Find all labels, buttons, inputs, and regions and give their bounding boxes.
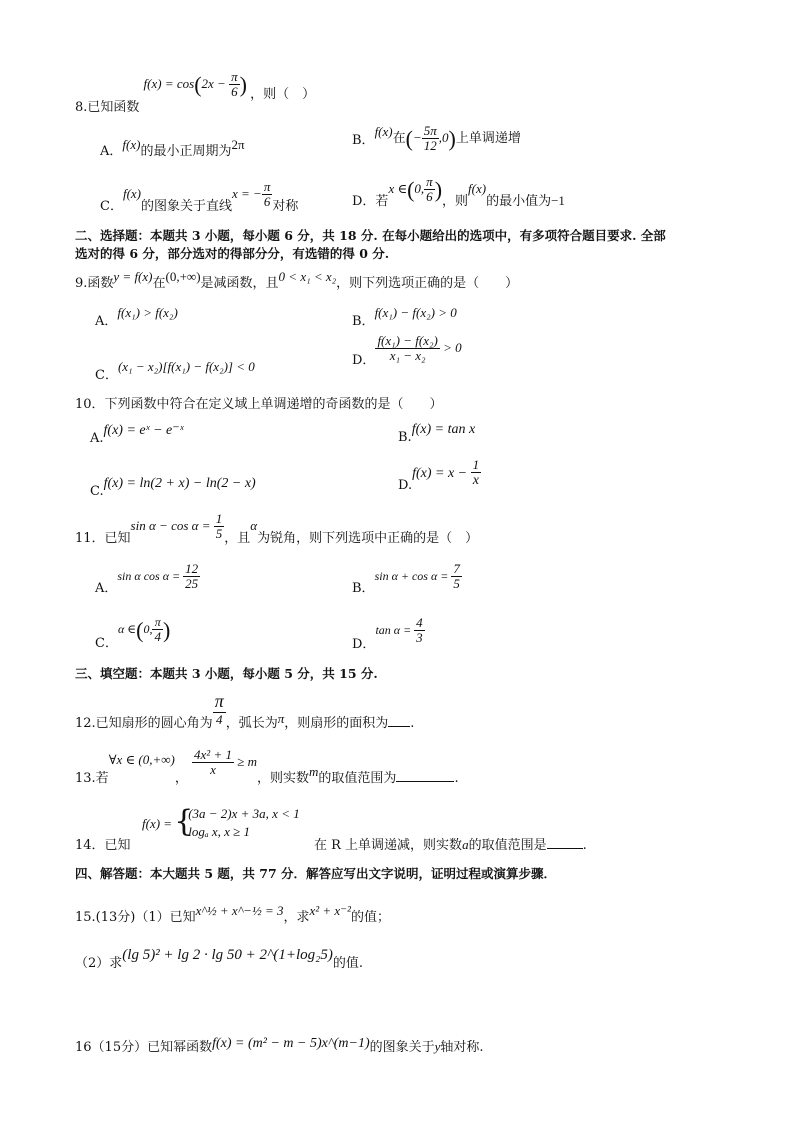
q9-option-a: A．f(x₁) > f(x₂) xyxy=(95,305,178,329)
q14-answer-blank[interactable] xyxy=(547,836,583,849)
q11-option-c: C．α ∈(0, $\frac{\pi}{4}$ ) xyxy=(95,615,171,651)
q8-option-b: B．f(x)在(− $\frac{5\pi}{12}$ ,0)上单调递增 xyxy=(352,123,521,154)
q8-stem xyxy=(75,69,316,115)
q10-stem: 10．下列函数中符合在定义域上单调递增的奇函数的是（ ） xyxy=(75,397,443,412)
section-4-heading: 四、解答题：本大题共 5 题，共 77 分．解答应写出文字说明，证明过程或演算步骤． xyxy=(75,866,557,881)
q8-function: f(x) = cos(2x − $\frac{\pi}{6}$ ) xyxy=(143,69,247,100)
q11-option-d: D．tan α = $\frac{4}{3}$ xyxy=(352,615,423,652)
q10-option-d: D.f(x) = x − $\frac{1}{x}$ xyxy=(398,457,480,493)
q10-option-a: A.f(x) = eˣ − e⁻ˣ xyxy=(90,423,184,446)
q16-stem: 16（15分）已知幂函数f(x) = (m² − m − 5)x^(m−1)的图象关于y轴对称. xyxy=(75,1036,484,1055)
section-2-heading: 二、选择题：本题共 3 小题，每小题 6 分，共 18 分. 在每小题给出的选项中，有多项符合题目要求. 全部 xyxy=(75,228,666,243)
section-3-heading: 三、填空题：本题共 3 小题，每小题 5 分，共 15 分. xyxy=(75,666,378,681)
q10-option-b: B.f(x) = tan x xyxy=(398,422,476,445)
q8-option-c: C．f(x)的图象关于直线x = − $\frac{\pi}{6}$ 对称 xyxy=(100,179,299,214)
q13-answer-blank[interactable] xyxy=(396,769,454,782)
q14-piecewise: f(x) = { (3a − 2)x + 3a, x < 1 logₐ x, x ≥ 1 xyxy=(142,804,300,839)
q11-option-b: B．sin α + cos α = $\frac{7}{5}$ xyxy=(352,561,460,596)
q9-option-b: B．f(x₁) − f(x₂) > 0 xyxy=(352,305,457,329)
q12-answer-blank[interactable] xyxy=(388,714,410,727)
q8-fraction: $\frac{\pi}{6}$ xyxy=(231,69,238,100)
q11-option-a: A．sin α cos α = $\frac{12}{25}$ xyxy=(95,561,199,596)
q13-stem: 13.若∀x ∈ (0,+∞)， $\frac{\text{4x² + 1}}{x}$ ≥ m，则实数m的取值范围为 . xyxy=(75,747,459,786)
q15-part2: （2）求(lg 5)² + lg 2 · lg 50 + 2^(1+log₂5)的值. xyxy=(75,947,363,971)
q10-option-c: C.f(x) = ln(2 + x) − ln(2 − x) xyxy=(90,476,256,499)
q8-suffix: ，则（ ） xyxy=(250,86,316,102)
section-2-heading-line2: 选对的得 6 分，部分选对的得部分分，有选错的得 0 分. xyxy=(75,246,390,261)
q8-option-a: A．f(x)的最小正周期为2π xyxy=(100,137,245,159)
q9-stem: 9.函数y = f(x)在(0,+∞)是减函数，且0 < x₁ < x₂，则下列选项正确的是（ ） xyxy=(75,269,519,291)
q12-stem: 12.已知扇形的圆心角为 $\frac{\pi}{4}$ ，弧长为π，则扇形的面积为 . xyxy=(75,691,415,732)
q9-option-c: C．(x₁ − x₂)[f(x₁) − f(x₂)] < 0 xyxy=(95,359,255,383)
q9-option-d: D． $\frac{\text{f(x₁) − f(x₂)}}{\text{x₁ − x₂}}$ > 0 xyxy=(352,333,462,368)
q15-part1: 15.(13分)（1）已知x^½ + x^−½ = 3，求x² + x⁻²的值； xyxy=(75,903,390,925)
q14-stem: 14．已知 xyxy=(75,838,131,853)
q8-prefix: 8.已知函数 xyxy=(75,99,140,115)
q14-tail: 在 R 上单调递减，则实数a的取值范围是 . xyxy=(314,837,587,853)
q8-option-d: D．若x ∈(0, $\frac{\pi}{6}$ )，则f(x)的最小值为−1 xyxy=(352,174,565,209)
q11-stem: 11．已知sin α − cos α = $\frac{1}{5}$ ，且α为锐角，则下列选项中正确的是（ ） xyxy=(75,511,479,546)
